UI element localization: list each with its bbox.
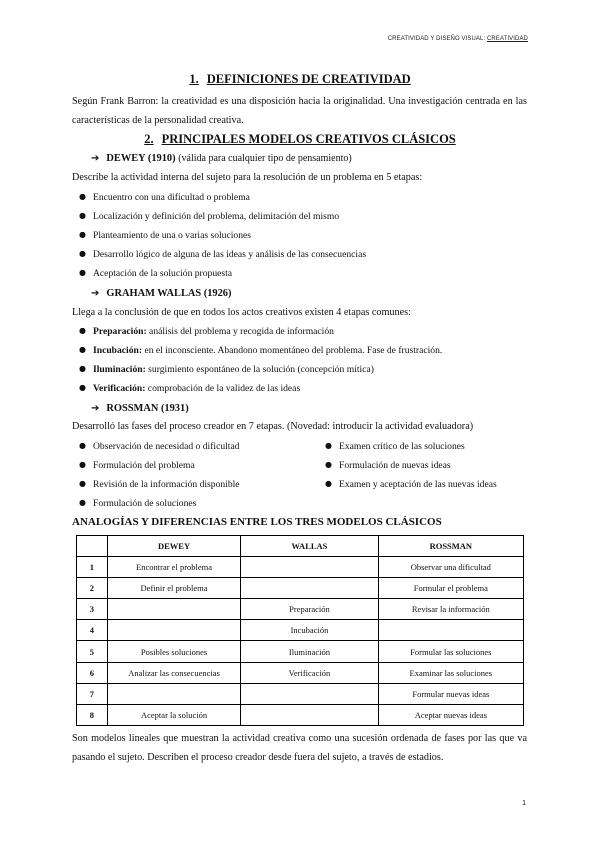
table-header-cell: WALLAS — [241, 536, 378, 557]
list-item: ● Encuentro con una dificultad o problema — [79, 192, 250, 203]
table-cell: Examinar las soluciones — [378, 662, 523, 683]
bullet-icon: ● — [79, 364, 86, 373]
table-cell: Encontrar el problema — [107, 557, 240, 578]
running-header — [388, 36, 528, 42]
row-number: 4 — [77, 620, 108, 641]
table-cell: Posibles soluciones — [107, 641, 240, 662]
wallas-intro: Llega a la conclusión de que en todos los actos creativos existen 4 etapas comunes: — [72, 307, 411, 318]
bullet-icon: ● — [325, 441, 332, 450]
bullet-icon: ● — [79, 479, 86, 488]
wallas-heading — [91, 288, 231, 299]
dewey-heading — [91, 153, 352, 164]
row-number: 8 — [77, 704, 108, 725]
bullet-icon: ● — [79, 460, 86, 469]
table-row — [77, 599, 524, 620]
table-header-cell — [77, 536, 108, 557]
arrow-right-icon: ➔ — [91, 288, 100, 299]
comparison-conclusion: Son modelos lineales que muestran la actividad creativa como una sucesión ordenada de fases por las que va pasando el sujeto. Describen el proceso creador desde fuera del sujeto, a través de estadios. — [72, 733, 527, 763]
list-item: ● Observación de necesidad o dificultad — [79, 441, 240, 452]
wallas-title: GRAHAM WALLAS (1926) — [106, 288, 232, 299]
table-cell: Incubación — [241, 620, 378, 641]
rossman-title: ROSSMAN (1931) — [106, 403, 189, 414]
section-1-title: DEFINICIONES DE CREATIVIDAD — [206, 72, 411, 86]
table-cell: Analizar las consecuencias — [107, 662, 240, 683]
bullet-icon: ● — [325, 479, 332, 488]
table-cell: Iluminación — [241, 641, 378, 662]
section-2-heading — [0, 132, 600, 147]
row-number: 3 — [77, 599, 108, 620]
table-cell: Formular las soluciones — [378, 641, 523, 662]
arrow-right-icon: ➔ — [91, 403, 100, 414]
table-cell: Aceptar la solución — [107, 704, 240, 725]
table-cell: Verificación — [241, 662, 378, 683]
list-item: ● Revisión de la información disponible — [79, 479, 240, 490]
list-item: ● Incubación: en el inconsciente. Abandono momentáneo del problema. Fase de frustración. — [79, 345, 443, 356]
bullet-icon: ● — [79, 268, 86, 277]
list-item: ● Localización y definición del problema, delimitación del mismo — [79, 211, 340, 222]
comparison-table — [76, 535, 524, 726]
list-item: ● Planteamiento de una o varias soluciones — [79, 230, 251, 241]
rossman-heading — [91, 403, 189, 414]
dewey-intro: Describe la actividad interna del sujeto para la resolución de un problema en 5 etapas: — [72, 172, 423, 183]
section-1-paragraph: Según Frank Barron: la creatividad es una disposición hacia la originalidad. Una investigación centrada en las características de la personalidad creativa. — [72, 96, 527, 126]
table-cell — [378, 620, 523, 641]
table-cell — [241, 704, 378, 725]
table-cell — [241, 557, 378, 578]
row-number: 5 — [77, 641, 108, 662]
bullet-icon: ● — [79, 211, 86, 220]
header-text: CREATIVIDAD Y DISEÑO VISUAL: — [387, 36, 487, 42]
table-cell: Formular nuevas ideas — [378, 683, 523, 704]
table-header-row — [77, 536, 524, 557]
section-1-heading — [0, 72, 600, 87]
bullet-icon: ● — [79, 498, 86, 507]
table-row — [77, 557, 524, 578]
table-header-cell: ROSSMAN — [378, 536, 523, 557]
bullet-icon: ● — [79, 249, 86, 258]
table-cell: Definir el problema — [107, 578, 240, 599]
dewey-note: (válida para cualquier tipo de pensamiento) — [178, 153, 352, 164]
bullet-icon: ● — [79, 192, 86, 201]
comparison-title: ANALOGÍAS Y DIFERENCIAS ENTRE LOS TRES MODELOS CLÁSICOS — [72, 516, 442, 528]
table-cell — [241, 578, 378, 599]
list-item: ● Formulación del problema — [79, 460, 195, 471]
rossman-intro: Desarrolló las fases del proceso creador en 7 etapas. (Novedad: introducir la actividad evaluadora) — [72, 421, 474, 432]
bullet-icon: ● — [79, 326, 86, 335]
list-item: ● Examen y aceptación de las nuevas ideas — [325, 479, 497, 490]
header-link[interactable]: CREATIVIDAD — [487, 36, 528, 42]
table-cell — [107, 683, 240, 704]
section-2-title: PRINCIPALES MODELOS CREATIVOS CLÁSICOS — [161, 132, 456, 146]
row-number: 1 — [77, 557, 108, 578]
list-item: ● Formulación de soluciones — [79, 498, 197, 509]
table-cell — [107, 599, 240, 620]
list-item: ● Verificación: comprobación de la validez de las ideas — [79, 383, 301, 394]
list-item: ● Formulación de nuevas ideas — [325, 460, 451, 471]
section-1-number: 1. — [189, 72, 199, 86]
page-number: 1 — [522, 800, 526, 807]
bullet-icon: ● — [79, 230, 86, 239]
arrow-right-icon: ➔ — [91, 153, 100, 164]
section-2-number: 2. — [144, 132, 154, 146]
list-item: ● Iluminación: surgimiento espontáneo de la solución (concepción mítica) — [79, 364, 374, 375]
table-row — [77, 641, 524, 662]
list-item: ● Desarrollo lógico de alguna de las ideas y análisis de las consecuencias — [79, 249, 367, 260]
dewey-title: DEWEY (1910) — [106, 153, 176, 164]
table-cell — [107, 620, 240, 641]
list-item: ● Examen crítico de las soluciones — [325, 441, 465, 452]
table-row — [77, 683, 524, 704]
table-cell: Preparación — [241, 599, 378, 620]
row-number: 6 — [77, 662, 108, 683]
table-cell: Observar una dificultad — [378, 557, 523, 578]
table-cell: Aceptar nuevas ideas — [378, 704, 523, 725]
table-row — [77, 662, 524, 683]
list-item: ● Preparación: análisis del problema y recogida de información — [79, 326, 334, 337]
bullet-icon: ● — [79, 383, 86, 392]
table-header-cell: DEWEY — [107, 536, 240, 557]
row-number: 2 — [77, 578, 108, 599]
table-cell: Formular el problema — [378, 578, 523, 599]
table-row — [77, 704, 524, 725]
table-row — [77, 578, 524, 599]
row-number: 7 — [77, 683, 108, 704]
table-cell — [241, 683, 378, 704]
bullet-icon: ● — [325, 460, 332, 469]
bullet-icon: ● — [79, 441, 86, 450]
bullet-icon: ● — [79, 345, 86, 354]
table-row — [77, 620, 524, 641]
table-cell: Revisar la información — [378, 599, 523, 620]
list-item: ● Aceptación de la solución propuesta — [79, 268, 233, 279]
